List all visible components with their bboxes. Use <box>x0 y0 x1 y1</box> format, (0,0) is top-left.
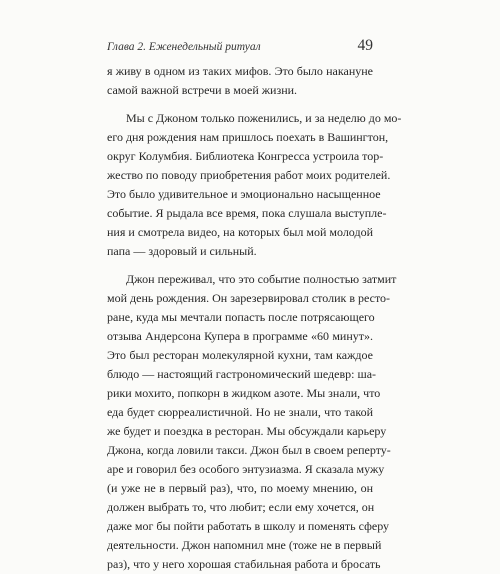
page-header <box>107 37 373 59</box>
text-line: (и уже не в первый раз), что, по моему мнению, он <box>107 481 373 495</box>
page-number: 49 <box>357 37 373 54</box>
text-line: папа — здоровый и сильный. <box>107 244 257 258</box>
text-line: Мы с Джоном только поженились, и за неделю до мо- <box>126 111 402 125</box>
paragraph <box>107 62 373 100</box>
text-line: Джона, когда ловили такси. Джон был в своем реперту- <box>107 443 391 457</box>
text-line: же будет и поездка в ресторан. Мы обсуждали карьеру <box>107 424 387 438</box>
text-line: жество по поводу приобретения работ моих родителей. <box>107 168 391 182</box>
text-line: блюдо — настоящий гастрономический шедевр: ша- <box>107 367 377 381</box>
paragraph <box>107 109 402 261</box>
text-line: еда будет сюрреалистичной. Но не знали, что такой <box>107 405 373 419</box>
body-text <box>107 62 402 574</box>
text-line: округ Колумбия. Библиотека Конгресса устроила тор- <box>107 149 384 163</box>
text-line: должен выбрать то, что любит; если ему хочется, он <box>107 500 375 514</box>
paragraph <box>107 270 397 574</box>
text-line: аре и говорил без особого энтузиазма. Я сказала мужу <box>107 462 385 476</box>
text-line: отзыва Андерсона Купера в программе «60 минут». <box>107 329 373 343</box>
running-head: Глава 2. Еженедельный ритуал <box>107 41 261 53</box>
text-line: я живу в одном из таких мифов. Это было накануне <box>107 64 373 78</box>
text-line: мой день рождения. Он зарезервировал столик в ресто- <box>107 291 391 305</box>
text-line: самой важной встречи в моей жизни. <box>107 83 298 97</box>
text-line: ния и смотрела видео, на которых был мой молодой <box>107 225 373 239</box>
paragraph-gap <box>107 261 373 270</box>
text-line: Это был ресторан молекулярной кухни, там каждое <box>107 348 373 362</box>
text-line: событие. Я рыдала все время, пока слушала выступле- <box>107 206 387 220</box>
text-line: раз), что у него хорошая стабильная работа и бросать <box>107 557 381 571</box>
text-line: Джон переживал, что это событие полностью затмит <box>126 272 397 286</box>
text-line: рики мохито, попкорн в жидком азоте. Мы знали, что <box>107 386 381 400</box>
text-line: ране, куда мы мечтали попасть после потрясающего <box>107 310 375 324</box>
text-line: его дня рождения нам пришлось поехать в Вашингтон, <box>107 130 389 144</box>
text-line: деятельности. Джон напомнил мне (тоже не в первый <box>107 538 382 552</box>
text-line: даже мог бы пойти работать в школу и поменять сферу <box>107 519 390 533</box>
paragraph-gap <box>107 100 373 109</box>
text-line: Это было удивительное и эмоционально насыщенное <box>107 187 381 201</box>
